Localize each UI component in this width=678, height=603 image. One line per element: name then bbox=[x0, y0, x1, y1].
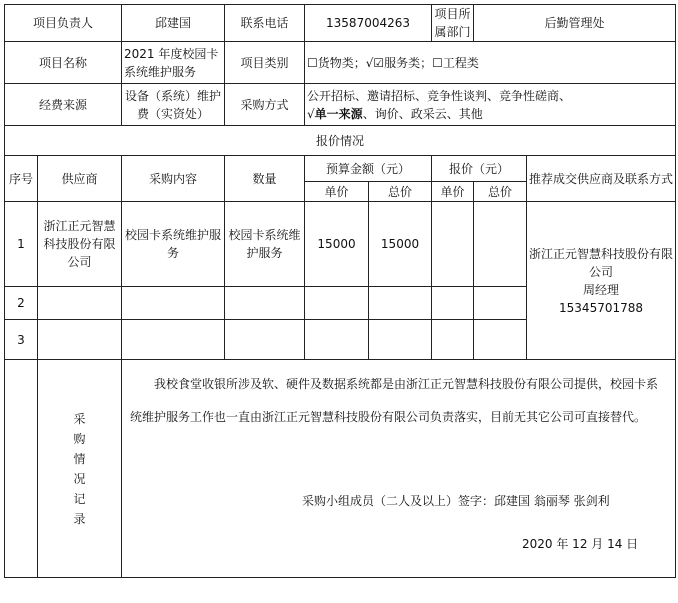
recommend-supplier-cell bbox=[527, 202, 676, 360]
row-budget-unit bbox=[305, 320, 369, 360]
signature-line bbox=[302, 492, 610, 510]
row-qty bbox=[225, 287, 305, 320]
row-seq: 1 bbox=[5, 202, 38, 287]
funding-row bbox=[5, 84, 676, 126]
record-date: 2020 年 12 月 14 日 bbox=[522, 537, 639, 551]
row-content bbox=[122, 320, 225, 360]
row-offer-total bbox=[474, 202, 527, 287]
row-budget-total: 15000 bbox=[369, 202, 432, 287]
row-offer-unit bbox=[432, 320, 474, 360]
col-qty-header: 数量 bbox=[225, 156, 305, 202]
row-budget-unit bbox=[305, 287, 369, 320]
method-line-2 bbox=[307, 105, 673, 123]
row-supplier bbox=[38, 320, 122, 360]
offer-unit-header: 单价 bbox=[432, 182, 474, 202]
recommend-company: 浙江正元智慧科技股份有限公司 bbox=[529, 246, 674, 279]
row-budget-total bbox=[369, 287, 432, 320]
signature-prefix: 采购小组成员（二人及以上）签字： bbox=[302, 494, 495, 508]
funding-source-label: 经费来源 bbox=[5, 84, 122, 126]
budget-unit-header: 单价 bbox=[305, 182, 369, 202]
row-seq: 2 bbox=[5, 287, 38, 320]
budget-total-header: 总价 bbox=[369, 182, 432, 202]
quote-section-title: 报价情况 bbox=[5, 126, 676, 156]
procurement-form-table bbox=[4, 4, 676, 578]
method-check-mark: √ bbox=[307, 106, 315, 121]
record-label: 采购情况记录 bbox=[73, 411, 86, 526]
record-row bbox=[5, 360, 676, 578]
row-offer-total bbox=[474, 287, 527, 320]
row-offer-unit bbox=[432, 287, 474, 320]
project-row bbox=[5, 42, 676, 84]
header-row bbox=[5, 5, 676, 42]
record-text: 我校食堂收银所涉及软、硬件及数据系统都是由浙江正元智慧科技股份有限公司提供，校园卡系统维护服务工作也一直由浙江正元智慧科技股份有限公司负责落实，目前无其它公司可直接替代。 bbox=[130, 377, 659, 424]
procurement-method-value bbox=[305, 84, 676, 126]
row-content bbox=[122, 287, 225, 320]
procurement-method-label: 采购方式 bbox=[225, 84, 305, 126]
dept-label: 项目所属部门 bbox=[432, 5, 474, 42]
project-name-label: 项目名称 bbox=[5, 42, 122, 84]
project-name-value: 2021 年度校园卡系统维护服务 bbox=[122, 42, 225, 84]
project-type-value: ☐货物类；√☑服务类；☐工程类 bbox=[305, 42, 676, 84]
row-supplier bbox=[38, 287, 122, 320]
col-seq-header: 序号 bbox=[5, 156, 38, 202]
funding-source-value: 设备（系统）维护费（实资处） bbox=[122, 84, 225, 126]
signers: 邱建国 翁丽琴 张剑利 bbox=[494, 494, 610, 508]
method-line-1: 公开招标、邀请招标、竞争性谈判、竞争性磋商、 bbox=[307, 88, 572, 103]
col-content-header: 采购内容 bbox=[122, 156, 225, 202]
phone-value: 13587004263 bbox=[305, 5, 432, 42]
row-qty: 校园卡系统维护服务 bbox=[225, 202, 305, 287]
project-type-label: 项目类别 bbox=[225, 42, 305, 84]
method-selected: 单一来源 bbox=[314, 106, 363, 121]
record-label-cell bbox=[38, 360, 122, 578]
recommend-contact: 周经理 bbox=[583, 282, 620, 297]
row-seq: 3 bbox=[5, 320, 38, 360]
row-budget-total bbox=[369, 320, 432, 360]
col-offer-header: 报价（元） bbox=[432, 156, 527, 182]
row-qty bbox=[225, 320, 305, 360]
row-budget-unit: 15000 bbox=[305, 202, 369, 287]
quote-section-row bbox=[5, 126, 676, 156]
manager-value: 邱建国 bbox=[122, 5, 225, 42]
col-recommend-header: 推荐成交供应商及联系方式 bbox=[527, 156, 676, 202]
row-content: 校园卡系统维护服务 bbox=[122, 202, 225, 287]
recommend-phone: 15345701788 bbox=[559, 300, 644, 315]
row-offer-total bbox=[474, 320, 527, 360]
col-supplier-header: 供应商 bbox=[38, 156, 122, 202]
row-supplier: 浙江正元智慧科技股份有限公司 bbox=[38, 202, 122, 287]
dept-value: 后勤管理处 bbox=[474, 5, 676, 42]
record-spacer bbox=[5, 360, 38, 578]
quote-header-row bbox=[5, 156, 676, 182]
col-budget-header: 预算金额（元） bbox=[305, 156, 432, 182]
phone-label: 联系电话 bbox=[225, 5, 305, 42]
record-content-cell bbox=[122, 360, 676, 578]
method-rest: 、询价、政采云、其他 bbox=[362, 106, 483, 121]
manager-label: 项目负责人 bbox=[5, 5, 122, 42]
offer-total-header: 总价 bbox=[474, 182, 527, 202]
table-row bbox=[5, 202, 676, 287]
row-offer-unit bbox=[432, 202, 474, 287]
